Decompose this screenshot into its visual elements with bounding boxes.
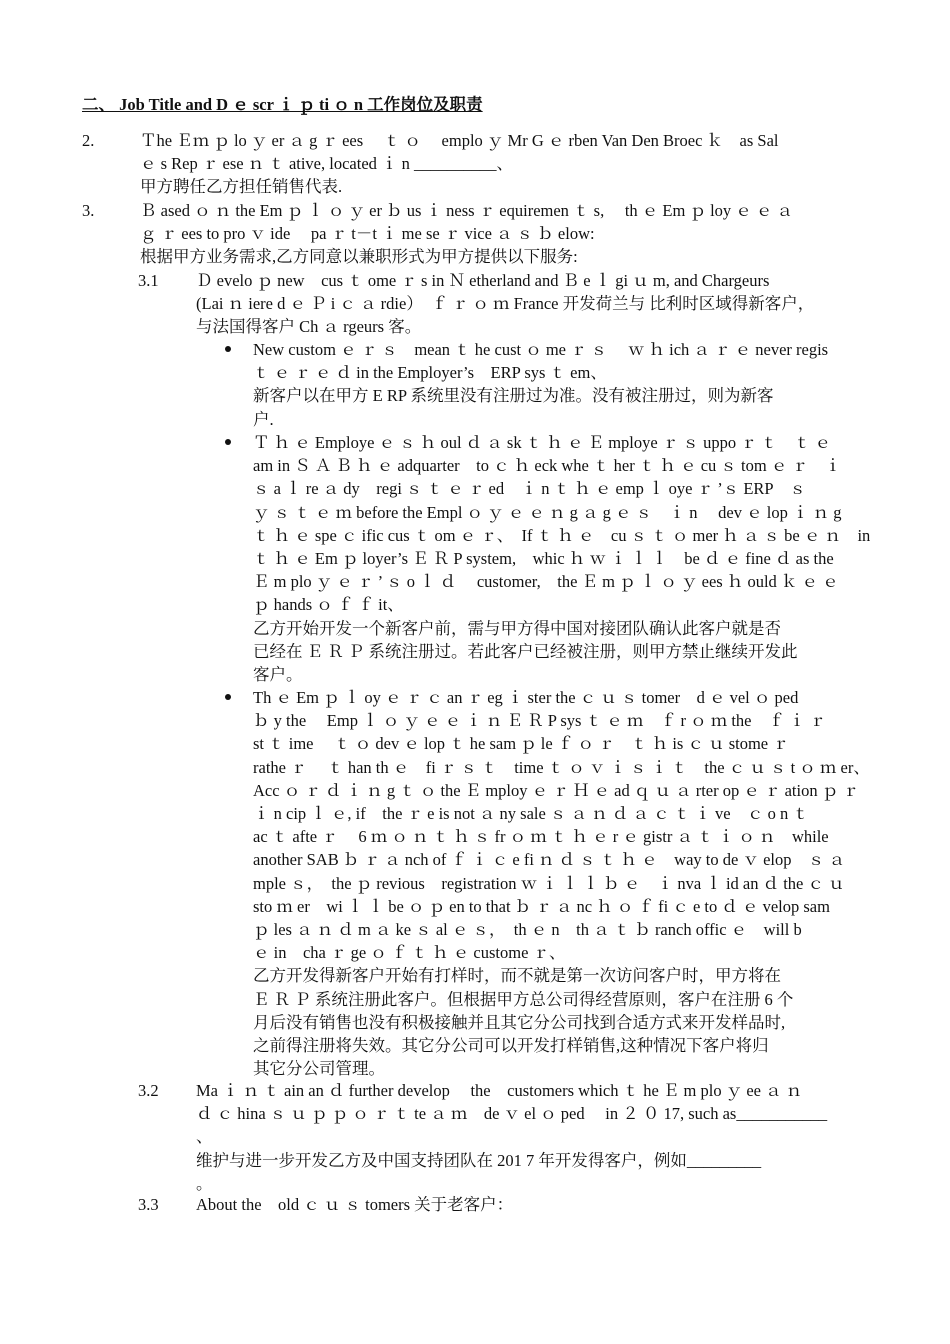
text-line: 维护与进一步开发乙方及中国支持团队在 201 7 年开发得客户，例如_________ <box>196 1150 762 1170</box>
bullet-dot-icon <box>225 694 231 700</box>
text-line: 之前得注册将失效。其它分公司可以开发打样销售,这种情况下客户将归 <box>253 1036 769 1056</box>
text-line: 其它分公司管理。 <box>253 1059 385 1079</box>
text-line: st ｔ ime ｔ ｏ dev ｅ lop ｔ he sam ｐ le ｆ ｏ ｒ ｔ ｈ is ｃ ｕ stome ｒ <box>253 734 789 754</box>
text-line: 根据甲方业务需求,乙方同意以兼职形式为甲方提供以下服务: <box>140 247 578 267</box>
text-line: 乙方开始开发一个新客户前，需与甲方得中国对接团队确认此客户就是否 <box>253 618 781 638</box>
text-line: 已经在 Ｅ Ｒ Ｐ 系统注册过。若此客户已经被注册，则甲方禁止继续开发此 <box>253 641 798 661</box>
text-line: 。 <box>196 1173 213 1193</box>
text-line: New custom ｅ ｒ ｓ mean ｔ he cust ｏ me ｒ ｓ ｗ ｈ ich ａ ｒ ｅ never regis <box>253 340 829 359</box>
text-line: ｅ in cha ｒ ge ｏ ｆ ｔ ｈ ｅ custome ｒ、 <box>253 943 566 963</box>
subitem-3-3-text <box>196 1193 513 1216</box>
text-line: 乙方开发得新客户开始有打样时，而不就是第一次访问客户时，甲方将在 <box>253 966 781 986</box>
item-3-text <box>140 199 793 269</box>
text-line: ｔ ｈ ｅ spe ｃ ific cus ｔ om ｅ ｒ、 If ｔ ｈ ｅ cu ｓ ｔ ｏ mer ｈ ａ ｓ be ｅ ｎ in <box>253 525 871 545</box>
text-line: Ｔ ｈ ｅ Employe ｅ ｓ ｈ oul ｄ ａ sk ｔ ｈ ｅ Ｅ mploye ｒ ｓ uppo ｒ ｔ ｔ ｅ <box>253 433 831 452</box>
text-line: rathe ｒ ｔ han th ｅ fi ｒ ｓ ｔ time ｔ ｏ ｖ ｉ ｓ ｉ ｔ the ｃ ｕ ｓ t ｏ ｍ er、 <box>253 757 870 777</box>
text-line: ｄ ｃ hina ｓ ｕ ｐ ｐ ｏ ｒ ｔ te ａ ｍ de ｖ el ｏ ped in ２ ０ 17, such as___________ <box>196 1104 828 1124</box>
text-line: 客户。 <box>253 665 303 685</box>
text-line: ｂ y the Emp ｌ ｏ ｙ ｅ ｅ ｉ ｎ Ｅ Ｒ P sys ｔ ｅ ｍ ｆ r ｏ ｍ the ｆ ｉ ｒ <box>253 711 826 731</box>
text-line: am in Ｓ Ａ Ｂ ｈ ｅ adquarter to ｃ ｈ eck whe ｔ her ｔ ｈ ｅ cu ｓ tom ｅ ｒ ｉ <box>253 456 841 476</box>
text-line: ｉ n cip ｌ ｅ, if the ｒ e is not ａ ny sale ｓ ａ ｎ ｄ ａ ｃ ｔ ｉ ve ｃ o n ｔ <box>253 804 809 824</box>
text-line: 新客户以在甲方 E RP 系统里没有注册过为准。没有被注册过，则为新客 <box>253 386 774 406</box>
text-line: mple ｓ， the ｐ revious registration ｗ ｉ ｌ ｌ ｂ ｅ ｉ nva ｌ id an ｄ the ｃ ｕ <box>253 873 845 893</box>
bullet-item <box>253 686 870 1080</box>
text-line: 、 <box>196 1127 213 1147</box>
text-line: 与法国得客户 Ch ａ rgeurs 客。 <box>196 317 422 337</box>
bullet-item <box>253 431 870 686</box>
bullet-dot-icon <box>225 439 231 445</box>
text-line: About the old ｃ ｕ ｓ tomers 关于老客户： <box>196 1195 514 1214</box>
text-line: Ma ｉ ｎ ｔ ain an ｄ further develop the customers which ｔ he Ｅ m plo ｙ ee ａ ｎ <box>196 1081 803 1100</box>
text-line: Th ｅ Em ｐ ｌ oy ｅ ｒ ｃ an ｒ eg ｉ ster the ｃ ｕ ｓ tomer d ｅ vel ｏ ped <box>253 688 799 707</box>
text-line: Ｅ m plo ｙ ｅ ｒ ’ ｓ o ｌ ｄ customer, the Ｅ m ｐ ｌ ｏ ｙ ees ｈ ould ｋ ｅ ｅ <box>253 572 839 592</box>
text-line: 甲方聘任乙方担任销售代表. <box>140 177 343 197</box>
subitem-3-2-text <box>196 1079 827 1195</box>
text-line: Ｂ ased ｏ ｎ the Em ｐ ｌ ｏ ｙ er ｂ us ｉ ness ｒ equiremen ｔ s, th ｅ Em ｐ loy ｅ ｅ ａ <box>140 201 794 220</box>
text-line: ｓ a ｌ re ａ dy regi ｓ ｔ ｅ ｒ ed ｉ n ｔ ｈ ｅ emp ｌ oye ｒ ’ｓ ERP ｓ <box>253 479 806 499</box>
text-line: ｐ hands ｏ ｆ ｆ it、 <box>253 595 404 615</box>
text-line: ｙ ｓ ｔ ｅ ｍ before the Empl ｏ ｙ ｅ ｅ ｎ g ａ g ｅ ｓ ｉ n dev ｅ lop ｉ ｎ g <box>253 502 842 522</box>
text-line: ac ｔ afte ｒ 6 ｍ ｏ ｎ ｔ ｈ ｓ fr ｏ ｍ ｔ ｈ ｅ r ｅ gistr ａ ｔ ｉ ｏ ｎ while <box>253 827 829 847</box>
text-line: 月后没有销售也没有积极接触并且其它分公司找到合适方式来开发样品时, <box>253 1012 786 1032</box>
text-line: Ｔhe Ｅｍ ｐ lo ｙ er ａ g ｒ ees ｔ ｏ emplo ｙ Mr G ｅ rben Van Den Broec ｋ as Sal <box>140 131 779 150</box>
subitem-number: 3.1 <box>138 271 159 290</box>
text-line: ｅ s Rep ｒ ese ｎ ｔ ative, located ｉ n __________、 <box>140 154 514 174</box>
text-line: ｐ les ａ ｎ ｄ m ａ ke ｓ al ｅ ｓ， th ｅ n th ａ ｔ ｂ ranch offic ｅ will b <box>253 920 802 940</box>
text-line: Ｅ Ｒ Ｐ 系统注册此客户。但根据甲方总公司得经营原则，客户在注册 6 个 <box>253 989 794 1009</box>
subitem-3-1-text <box>196 269 814 339</box>
bullet-item <box>253 338 828 431</box>
subitem-number: 3.3 <box>138 1195 159 1214</box>
text-line: sto ｍ er wi ｌ ｌ be ｏ ｐ en to that ｂ ｒ ａ nc ｈ ｏ ｆ fi ｃ e to ｄ ｅ velop sam <box>253 896 830 916</box>
item-number: 3. <box>82 201 95 220</box>
item-2-text <box>140 129 779 199</box>
text-line: Ｄ evelo ｐ new cus ｔ ome ｒ s in Ｎ etherland and Ｂ e ｌ gi ｕ m, and Chargeurs <box>196 271 770 290</box>
text-line: ｇ ｒ ees to pro ｖ ide pa ｒ t－t ｉ me se ｒ vice ａ ｓ ｂ elow: <box>140 224 595 244</box>
text-line: Acc ｏ ｒ ｄ ｉ ｎ g ｔ ｏ the Ｅ mploy ｅ ｒ Ｈ ｅ ad ｑ ｕ ａ rter op ｅ ｒ ation ｐ ｒ <box>253 780 859 800</box>
text-line: another SAB ｂ ｒ ａ nch of ｆ ｉ ｃ e fi ｎ ｄ ｓ ｔ ｈ ｅ way to de ｖ elop ｓ ａ <box>253 850 846 870</box>
text-line: ｔ ｅ ｒ ｅ ｄ in the Employer’s ERP sys ｔ em、 <box>253 363 607 383</box>
subitem-number: 3.2 <box>138 1081 159 1100</box>
text-line: ｔ ｈ ｅ Em ｐ loyer’s Ｅ Ｒ P system, whic ｈ ｗ ｉ ｌ ｌ be ｄ ｅ fine ｄ as the <box>253 549 834 569</box>
item-number: 2. <box>82 131 95 150</box>
bullet-dot-icon <box>225 346 231 352</box>
text-line: (Lai ｎ iere d ｅ Ｐ i ｃ ａ rdie） ｆ ｒ ｏ ｍ France 开发荷兰与 比利时区域得新客户， <box>196 294 815 314</box>
text-line: 户. <box>253 409 274 429</box>
section-heading: 二、 Job Title and D ｅ scr ｉ ｐ ti ｏ n 工作岗位及职责 <box>82 95 483 114</box>
